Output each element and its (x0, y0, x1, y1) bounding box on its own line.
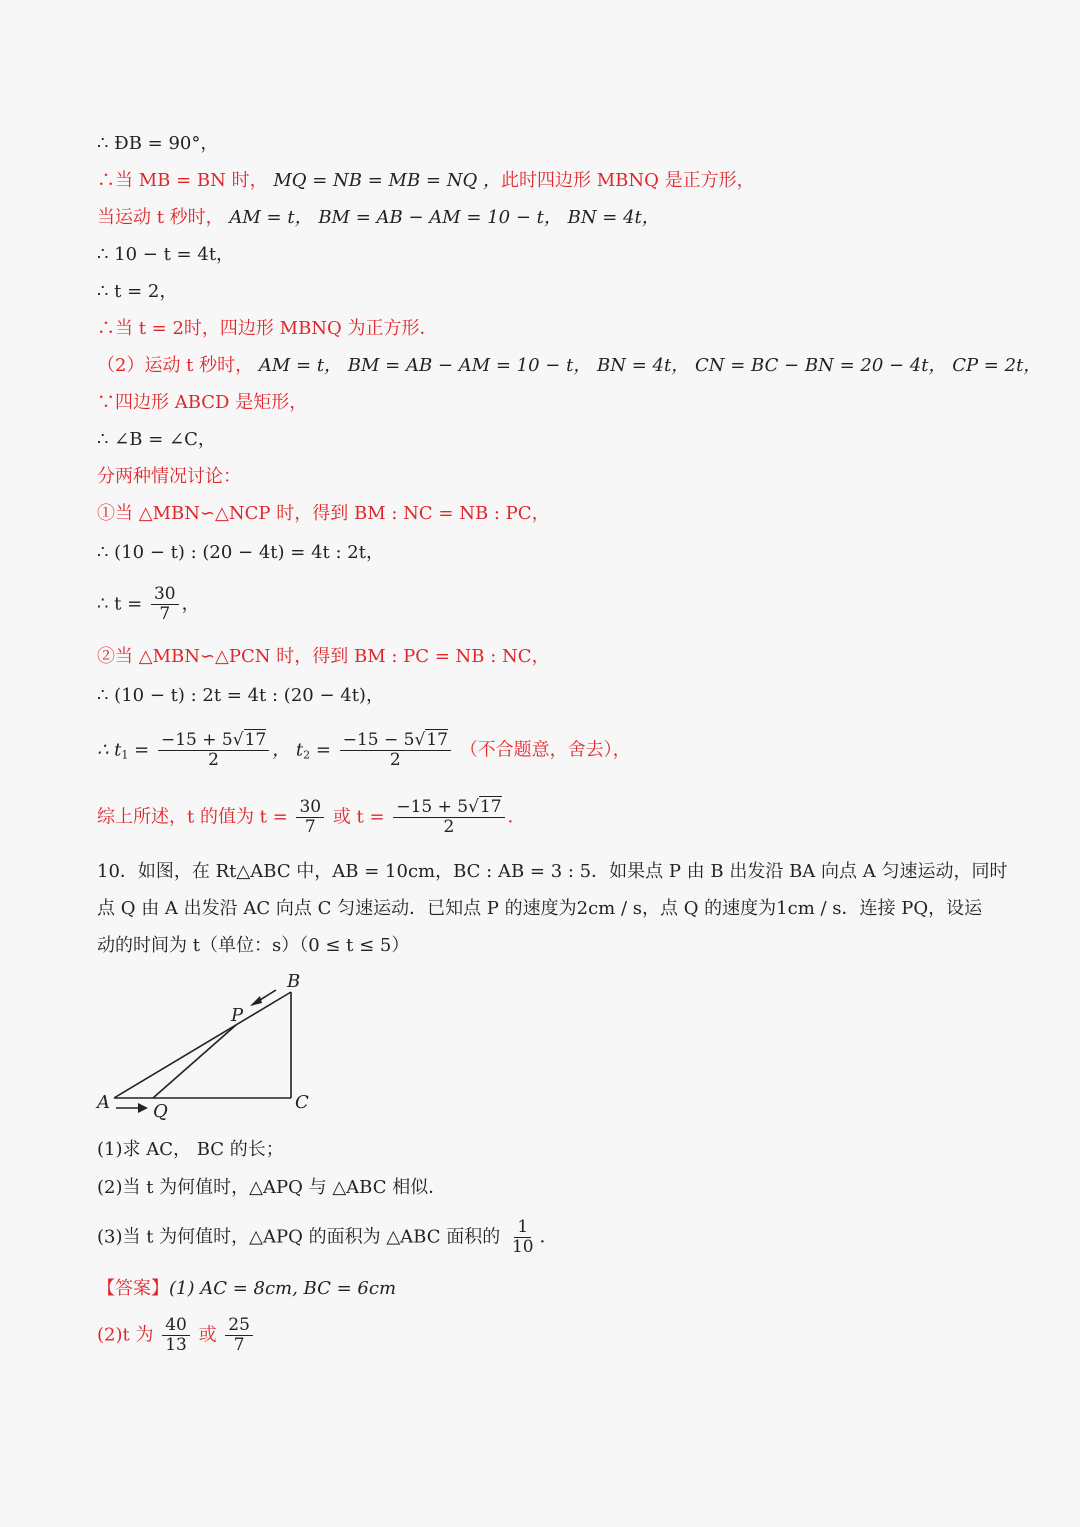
question-10-line-3 (97, 934, 409, 958)
line-case-2 (97, 645, 550, 669)
text: (1) AC = 8cm, BC = 6cm (169, 1278, 397, 1299)
denominator: 7 (159, 604, 171, 624)
answer-2 (97, 1316, 256, 1355)
part-1 (97, 1138, 284, 1162)
text: ∴ ÐB = 90°， (97, 133, 219, 154)
text: −15 + 5 (160, 730, 233, 750)
text: 或 (198, 1324, 217, 1346)
text: MQ = NB = MB = NQ ， (267, 170, 501, 191)
line-square-condition (97, 169, 755, 193)
text: ， t (272, 739, 304, 761)
text: ∴当 MB = BN 时， (97, 170, 268, 191)
numerator: −15 − 5√17 (340, 731, 451, 751)
text: ． (539, 1226, 558, 1248)
text: （不合题意，舍去）， (459, 739, 631, 761)
numerator: −15 + 5√17 (158, 731, 269, 751)
numerator: 25 (225, 1316, 253, 1336)
text: ∴ (10 − t) : (20 − 4t) = 4t : 2t， (97, 542, 384, 563)
fraction (151, 585, 179, 624)
text: ∴ 10 − t = 4t， (97, 244, 235, 265)
fraction (158, 731, 269, 770)
fraction (225, 1316, 253, 1355)
denominator: 2 (208, 750, 219, 770)
subscript: 1 (121, 748, 129, 762)
line-case-2-result (97, 731, 631, 770)
line-equation (97, 243, 234, 267)
denominator: 7 (304, 817, 316, 837)
denominator: 7 (233, 1335, 245, 1355)
text: (2)当 t 为何值时，△APQ 与 △ABC 相似． (97, 1177, 447, 1198)
subscript: 2 (303, 748, 311, 762)
line-case-2-equation (97, 684, 384, 708)
text: 得到 BM : PC = NB : NC， (312, 646, 550, 667)
line-square-conclusion (97, 317, 438, 341)
text: 动的时间为 t（单位：s）（0 ≤ t ≤ 5） (97, 935, 410, 956)
label-c: C (295, 1092, 309, 1113)
label-b: B (287, 971, 301, 992)
question-10-line-1 (97, 860, 1007, 884)
answer-1 (97, 1277, 396, 1301)
label-a: A (97, 1092, 110, 1113)
line-summary (97, 798, 526, 837)
text: ①当 △MBN∽△NCP 时， (97, 503, 313, 524)
text: 此时四边形 MBNQ 是正方形， (500, 170, 755, 191)
line-angles (97, 428, 216, 452)
arrow-p-head (250, 996, 262, 1006)
text: AM = t， BM = AB − AM = 10 − t， BN = 4t， (223, 207, 660, 228)
radicand: 17 (479, 797, 502, 817)
text: 综上所述，t 的值为 t = (97, 806, 288, 828)
arrow-q-head (138, 1103, 148, 1113)
fraction (509, 1218, 537, 1257)
text: （2）运动 t 秒时， (97, 355, 254, 376)
line-motion-t (97, 206, 660, 230)
text: ∵四边形 ABCD 是矩形， (97, 392, 308, 413)
text: (3)当 t 为何值时，△APQ 的面积为 △ABC 面积的 (97, 1226, 501, 1248)
triangle-figure (92, 965, 332, 1125)
label-p: P (231, 1005, 244, 1026)
part-3 (97, 1218, 558, 1257)
denominator: 10 (511, 1237, 534, 1257)
segment-pq (153, 1025, 236, 1098)
denominator: 2 (443, 817, 455, 837)
line-case-1-equation (97, 541, 384, 565)
line-case-1-result (97, 585, 200, 624)
line-two-cases (97, 465, 241, 489)
numerator: 30 (296, 798, 324, 818)
text: 分两种情况讨论： (97, 466, 241, 487)
fraction (340, 731, 451, 770)
line-case-1 (97, 502, 550, 526)
fraction (393, 798, 504, 837)
part-2 (97, 1176, 446, 1200)
text: 或 t = (332, 806, 385, 828)
text: ∴ t = 2， (97, 281, 178, 302)
text: ∴ t (97, 739, 122, 761)
line-angle-b (97, 132, 218, 156)
fraction (162, 1316, 190, 1355)
text: ∴ ∠B = ∠C， (97, 429, 216, 450)
numerator: −15 + 5√17 (393, 798, 504, 818)
question-10-line-2 (97, 897, 982, 921)
text: = (128, 739, 150, 761)
text: = (310, 739, 331, 761)
label-q: Q (153, 1101, 168, 1122)
text: 点 Q 由 A 出发沿 AC 向点 C 匀速运动．已知点 P 的速度为2cm / s，点 Q 的速度为1cm / s．连接 PQ，设运 (97, 898, 983, 919)
denominator: 2 (389, 750, 401, 770)
numerator: 40 (162, 1316, 190, 1336)
text: 当运动 t 秒时， (97, 207, 224, 228)
line-t-equals-2 (97, 280, 177, 304)
text: −15 − 5 (342, 730, 415, 750)
radicand: 17 (244, 730, 267, 750)
numerator: 1 (514, 1218, 531, 1238)
text: −15 + 5 (396, 797, 469, 817)
fraction (296, 798, 324, 837)
text: (1)求 AC， BC 的长； (97, 1139, 284, 1160)
text: 得到 BM : NC = NB : PC， (312, 503, 550, 524)
radicand: 17 (426, 730, 448, 750)
text: ∴ (10 − t) : 2t = 4t : (20 − 4t)， (97, 685, 384, 706)
line-rectangle (97, 391, 307, 415)
line-part-2 (97, 354, 1041, 378)
answer-tag: 【答案】 (97, 1278, 169, 1299)
text: ， (181, 593, 200, 615)
text: 10．如图，在 Rt△ABC 中，AB = 10cm，BC : AB = 3 : 5．如果点 P 由 B 出发沿 BA 向点 A 匀速运动，同时 (97, 861, 1008, 882)
text: (2)t 为 (97, 1324, 154, 1346)
text: ②当 △MBN∽△PCN 时， (97, 646, 313, 667)
segment-ab (114, 992, 291, 1098)
text: AM = t， BM = AB − AM = 10 − t， BN = 4t， CN = BC − BN = 20 − 4t， CP = 2t， (253, 355, 1042, 376)
text: ∴当 t = 2时，四边形 MBNQ 为正方形． (97, 318, 438, 339)
text: ． (507, 806, 526, 828)
numerator: 30 (151, 585, 179, 605)
text: ∴ t = (97, 593, 143, 615)
denominator: 13 (165, 1335, 187, 1355)
